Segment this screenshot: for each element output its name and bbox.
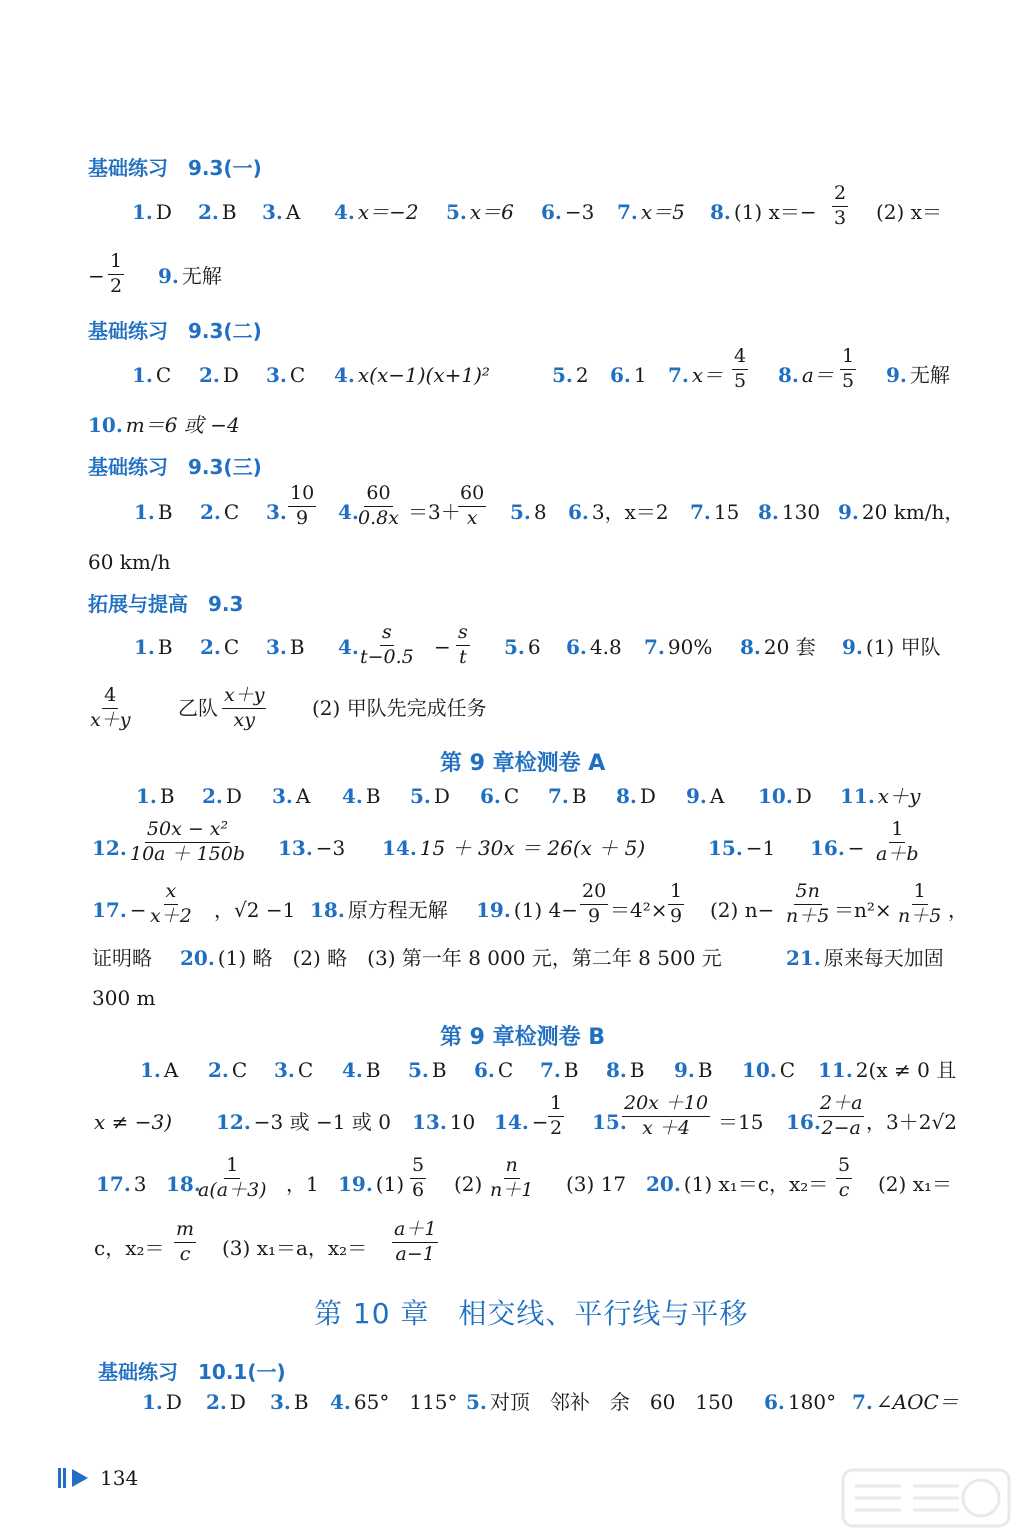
fraction: $\frac{m}{c}$ (176, 1218, 195, 1265)
fraction: $\frac{x}{x+2}$ (150, 880, 192, 927)
page-marker-icon (58, 1468, 66, 1488)
fraction: $\frac{1}{a+b}$ (876, 818, 919, 865)
play-marker-icon (72, 1469, 88, 1487)
fraction: $\frac{1}{9}$ (670, 880, 683, 927)
fraction: $\frac{20x +10}{x +4}$ (624, 1092, 709, 1139)
page-footer (58, 1466, 138, 1490)
fraction: $\frac{n}{n+1}$ (490, 1154, 534, 1201)
section-heading: 拓展与提高 9.3 (88, 592, 244, 616)
section-heading: 基础练习 9.3(一) (88, 156, 262, 180)
page-number: 134 (100, 1466, 139, 1490)
fraction: $\frac{60}{0.8x}$ (358, 482, 399, 529)
test-title: 第 9 章检测卷 A (440, 751, 606, 776)
fraction: $\frac{a+1}{a-1}$ (394, 1218, 437, 1265)
section-heading: 基础练习 10.1(一) (98, 1360, 286, 1384)
fraction: $\frac{2+a}{2-a}$ (820, 1092, 863, 1139)
fraction: $\frac{4}{5}$ (734, 345, 747, 392)
fraction: $\frac{1}{2}$ (110, 250, 123, 297)
watermark-logo-icon (841, 1468, 1011, 1528)
fraction: $\frac{20}{9}$ (582, 880, 607, 927)
fraction: $\frac{1}{2}$ (550, 1092, 563, 1139)
fraction: $\frac{x+y}{xy}$ (224, 684, 265, 731)
fraction: $\frac{1}{n+5}$ (898, 880, 942, 927)
chapter-title: 第 10 章 相交线、平行线与平移 (314, 1297, 749, 1330)
fraction: $\frac{1}{a(a+3)}$ (198, 1154, 267, 1201)
fraction: $\frac{5n}{n+5}$ (786, 880, 830, 927)
fraction: $\frac{s}{t}$ (458, 621, 468, 668)
fraction: $\frac{2}{3}$ (834, 182, 847, 229)
fraction: $\frac{4}{x+y}$ (90, 684, 131, 731)
test-title: 第 9 章检测卷 B (440, 1025, 606, 1050)
fraction: $\frac{5}{c}$ (838, 1154, 851, 1201)
section-heading: 基础练习 9.3(二) (88, 319, 262, 343)
fraction: $\frac{10}{9}$ (290, 482, 315, 529)
fraction: $\frac{1}{5}$ (842, 345, 855, 392)
fraction: $\frac{60}{x}$ (460, 482, 485, 529)
fraction: $\frac{\text{50x − x²}}{10a + 150b}$ (130, 818, 246, 865)
section-heading: 基础练习 9.3(三) (88, 455, 262, 479)
fraction: $\frac{5}{6}$ (412, 1154, 425, 1201)
fraction: $\frac{s}{t-0.5}$ (360, 621, 414, 668)
